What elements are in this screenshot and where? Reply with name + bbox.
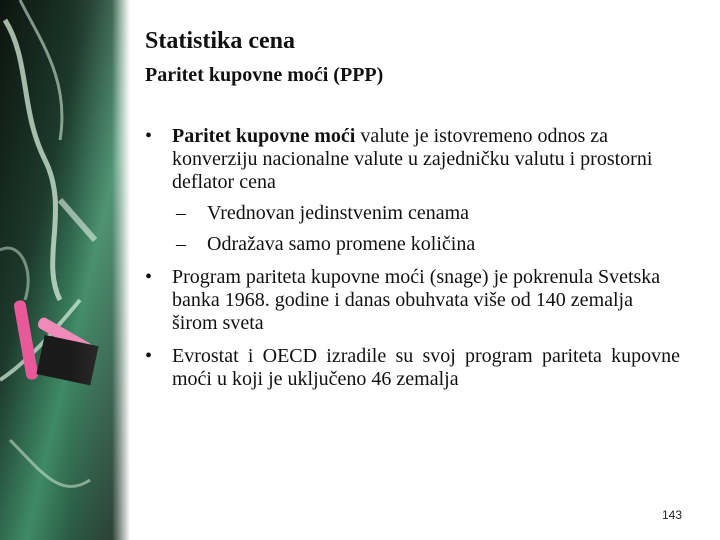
sub-bullet-text: Vrednovan jedinstvenim cenama <box>207 202 470 224</box>
sub-bullet-item <box>176 233 680 256</box>
bullet-text: Evrostat i OECD izradile su svoj program pariteta kupovne moći u koji je uključeno 46 zemalja <box>172 345 680 390</box>
slide-content <box>145 0 705 540</box>
bullet-list <box>145 125 680 401</box>
bullet-dot: • <box>145 125 153 147</box>
bullet-dot: • <box>145 266 153 288</box>
slide-title: Statistika cena <box>145 28 295 54</box>
slide-subtitle: Paritet kupovne moći (PPP) <box>145 64 384 86</box>
chalkboard-image <box>0 0 130 540</box>
bullet-dot: • <box>145 345 153 367</box>
page-number: 143 <box>661 508 682 522</box>
sub-bullet-dash: – <box>176 202 186 224</box>
bullet-text: Program pariteta kupovne moći (snage) je pokrenula Svetska banka 1968. godine i danas obuhvata više od 140 zemalja širom sveta <box>172 266 661 334</box>
sub-bullet-text: Odražava samo promene količina <box>207 233 476 255</box>
sub-bullet-dash: – <box>176 233 186 255</box>
sub-bullet-list <box>172 202 680 256</box>
bullet-item <box>145 125 680 256</box>
bullet-bold-lead: Paritet kupovne moći <box>172 125 356 147</box>
bullet-item <box>145 266 680 335</box>
sub-bullet-item <box>176 202 680 225</box>
bullet-item <box>145 345 680 391</box>
chalkboard-decoration <box>0 0 130 540</box>
bullet-text: valute je istovremeno odnos za konverziju nacionalne valute u zajedničku valutu i prostorni deflator cena <box>172 125 653 193</box>
